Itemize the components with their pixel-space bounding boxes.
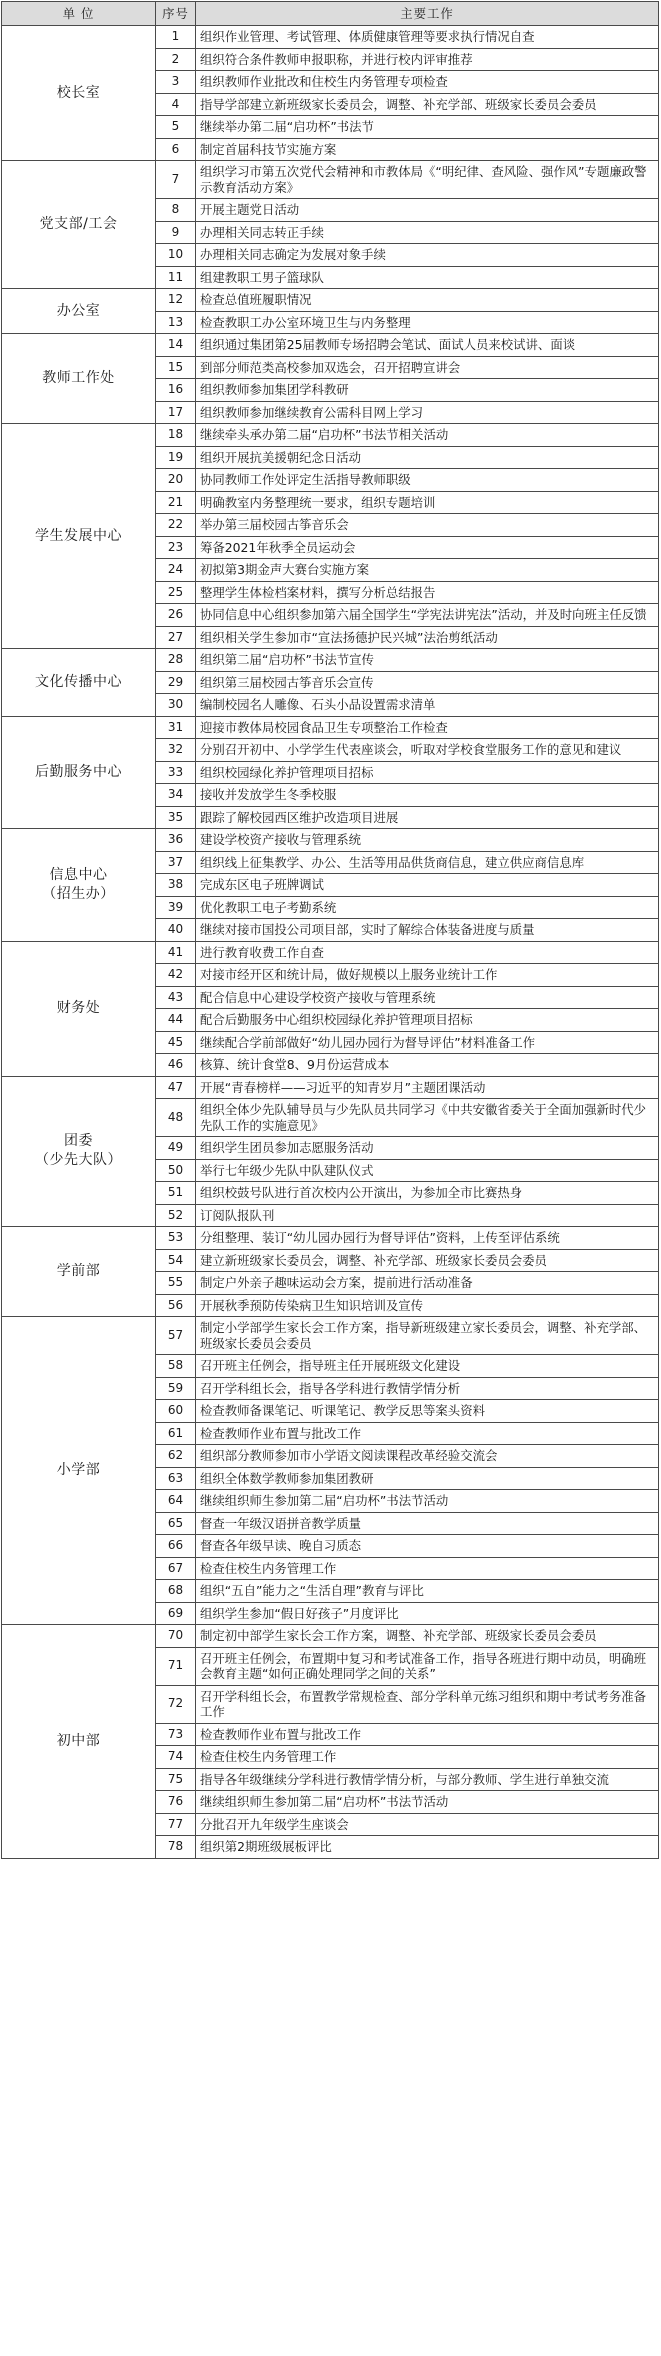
work-item: 开展“青春榜样——习近平的知青岁月”主题团课活动 (196, 1076, 659, 1099)
work-item: 协同信息中心组织参加第六届全国学生“学宪法讲宪法”活动，并及时向班主任反馈 (196, 604, 659, 627)
work-item: 组织学生团员参加志愿服务活动 (196, 1137, 659, 1160)
unit-name: 文化传播中心 (35, 673, 122, 690)
work-item: 接收并发放学生冬季校服 (196, 784, 659, 807)
unit-name: 校长室 (56, 84, 101, 101)
row-number: 47 (156, 1076, 196, 1099)
work-item: 组织校鼓号队进行首次校内公开演出，为参加全市比赛热身 (196, 1182, 659, 1205)
row-number: 60 (156, 1400, 196, 1423)
row-number: 72 (156, 1685, 196, 1723)
work-item: 组织作业管理、考试管理、体质健康管理等要求执行情况自查 (196, 26, 659, 49)
work-item: 督查一年级汉语拼音教学质量 (196, 1512, 659, 1535)
row-number: 38 (156, 874, 196, 897)
work-item: 组织第三届校园古筝音乐会宣传 (196, 671, 659, 694)
work-item: 优化教职工电子考勤系统 (196, 896, 659, 919)
work-item: 组织相关学生参加市“宣法扬德护民兴城”法治剪纸活动 (196, 626, 659, 649)
row-number: 64 (156, 1490, 196, 1513)
unit-cell (2, 1227, 156, 1317)
row-number: 35 (156, 806, 196, 829)
row-number: 31 (156, 716, 196, 739)
work-item: 组织线上征集教学、办公、生活等用品供货商信息，建立供应商信息库 (196, 851, 659, 874)
work-item: 召开学科组长会，布置教学常规检查、部分学科单元练习组织和期中考试考务准备工作 (196, 1685, 659, 1723)
work-item: 继续组织师生参加第二届“启功杯”书法节活动 (196, 1490, 659, 1513)
row-number: 20 (156, 469, 196, 492)
work-item: 继续配合学前部做好“幼儿园办园行为督导评估”材料准备工作 (196, 1031, 659, 1054)
row-number: 8 (156, 199, 196, 222)
work-item: 对接市经开区和统计局，做好规模以上服务业统计工作 (196, 964, 659, 987)
table-row (2, 649, 659, 672)
row-number: 23 (156, 536, 196, 559)
unit-cell (2, 334, 156, 424)
row-number: 29 (156, 671, 196, 694)
work-item: 跟踪了解校园西区维护改造项目进展 (196, 806, 659, 829)
work-item: 开展秋季预防传染病卫生知识培训及宣传 (196, 1294, 659, 1317)
row-number: 10 (156, 244, 196, 267)
table-body (2, 26, 659, 1859)
row-number: 66 (156, 1535, 196, 1558)
header-work: 主要工作 (196, 2, 659, 26)
row-number: 6 (156, 138, 196, 161)
table-row (2, 829, 659, 852)
row-number: 69 (156, 1602, 196, 1625)
unit-cell (2, 649, 156, 717)
row-number: 9 (156, 221, 196, 244)
work-item: 组织校园绿化养护管理项目招标 (196, 761, 659, 784)
row-number: 1 (156, 26, 196, 49)
row-number: 25 (156, 581, 196, 604)
row-number: 57 (156, 1317, 196, 1355)
unit-cell (2, 829, 156, 942)
work-item: 制定户外亲子趣味运动会方案，提前进行活动准备 (196, 1272, 659, 1295)
work-item: 继续对接市国投公司项目部，实时了解综合体装备进度与质量 (196, 919, 659, 942)
row-number: 16 (156, 379, 196, 402)
row-number: 53 (156, 1227, 196, 1250)
work-item: 建立新班级家长委员会，调整、补充学部、班级家长委员会委员 (196, 1249, 659, 1272)
work-item: 初拟第3期金声大赛台实施方案 (196, 559, 659, 582)
work-item: 协同教师工作处评定生活指导教师职级 (196, 469, 659, 492)
work-item: 核算、统计食堂8、9月份运营成本 (196, 1054, 659, 1077)
row-number: 75 (156, 1768, 196, 1791)
row-number: 65 (156, 1512, 196, 1535)
unit-cell (2, 941, 156, 1076)
row-number: 32 (156, 739, 196, 762)
work-item: 组织第二届“启功杯”书法节宣传 (196, 649, 659, 672)
table-header (2, 2, 659, 26)
work-item: 配合后勤服务中心组织校园绿化养护管理项目招标 (196, 1009, 659, 1032)
row-number: 18 (156, 424, 196, 447)
work-item: 召开班主任例会，指导班主任开展班级文化建设 (196, 1355, 659, 1378)
unit-cell (2, 1076, 156, 1227)
work-item: 检查教师作业布置与批改工作 (196, 1723, 659, 1746)
row-number: 7 (156, 161, 196, 199)
work-item: 办理相关同志转正手续 (196, 221, 659, 244)
row-number: 44 (156, 1009, 196, 1032)
work-item: 举办第三届校园古筝音乐会 (196, 514, 659, 537)
row-number: 19 (156, 446, 196, 469)
row-number: 50 (156, 1159, 196, 1182)
row-number: 58 (156, 1355, 196, 1378)
row-number: 71 (156, 1647, 196, 1685)
row-number: 30 (156, 694, 196, 717)
work-item: 开展主题党日活动 (196, 199, 659, 222)
work-item: 编制校园名人雕像、石头小品设置需求清单 (196, 694, 659, 717)
row-number: 46 (156, 1054, 196, 1077)
work-item: 分组整理、装订“幼儿园办园行为督导评估”资料，上传至评估系统 (196, 1227, 659, 1250)
table-row (2, 1227, 659, 1250)
work-item: 督查各年级早读、晚自习质态 (196, 1535, 659, 1558)
work-item: 组织教师参加集团学科教研 (196, 379, 659, 402)
unit-name: 财务处 (56, 1000, 101, 1016)
work-item: 组建教职工男子篮球队 (196, 266, 659, 289)
unit-name: 后勤服务中心 (35, 763, 122, 780)
row-number: 41 (156, 941, 196, 964)
row-number: 59 (156, 1377, 196, 1400)
work-item: 制定小学部学生家长会工作方案，指导新班级建立家长委员会，调整、补充学部、班级家长委员会委员 (196, 1317, 659, 1355)
row-number: 56 (156, 1294, 196, 1317)
work-item: 组织全体数学教师参加集团教研 (196, 1467, 659, 1490)
work-item: 组织符合条件教师申报职称，并进行校内评审推荐 (196, 48, 659, 71)
work-item: 制定初中部学生家长会工作方案，调整、补充学部、班级家长委员会委员 (196, 1625, 659, 1648)
work-item: 配合信息中心建设学校资产接收与管理系统 (196, 986, 659, 1009)
work-item: 继续举办第二届“启功杯”书法节 (196, 116, 659, 139)
work-item: 进行教育收费工作自查 (196, 941, 659, 964)
table-row (2, 26, 659, 49)
row-number: 78 (156, 1836, 196, 1859)
table-row (2, 1317, 659, 1355)
work-plan-sheet (1, 1, 658, 1859)
table-row (2, 161, 659, 199)
unit-cell (2, 161, 156, 289)
work-item: 检查教师备课笔记、听课笔记、教学反思等案头资料 (196, 1400, 659, 1423)
work-item: 筹备2021年秋季全员运动会 (196, 536, 659, 559)
unit-name: 团委 （少先大队） (35, 1133, 122, 1169)
row-number: 27 (156, 626, 196, 649)
row-number: 37 (156, 851, 196, 874)
unit-name: 小学部 (56, 1462, 101, 1478)
header-row (2, 2, 659, 26)
header-no: 序号 (156, 2, 196, 26)
work-item: 迎接市教体局校园食品卫生专项整治工作检查 (196, 716, 659, 739)
header-unit: 单 位 (2, 2, 156, 26)
row-number: 70 (156, 1625, 196, 1648)
work-item: 召开班主任例会，布置期中复习和考试准备工作，指导各班进行期中动员，明确班会教育主题“如何正确处理同学之间的关系” (196, 1647, 659, 1685)
row-number: 14 (156, 334, 196, 357)
row-number: 22 (156, 514, 196, 537)
work-item: 组织部分教师参加市小学语文阅读课程改革经验交流会 (196, 1445, 659, 1468)
row-number: 74 (156, 1746, 196, 1769)
row-number: 28 (156, 649, 196, 672)
unit-name: 教师工作处 (42, 370, 115, 386)
row-number: 13 (156, 311, 196, 334)
work-plan-table (1, 1, 659, 1859)
row-number: 5 (156, 116, 196, 139)
unit-cell (2, 26, 156, 161)
row-number: 17 (156, 401, 196, 424)
work-item: 完成东区电子班牌调试 (196, 874, 659, 897)
unit-cell (2, 1625, 156, 1859)
work-item: 制定首届科技节实施方案 (196, 138, 659, 161)
table-row (2, 1076, 659, 1099)
unit-cell (2, 424, 156, 649)
row-number: 51 (156, 1182, 196, 1205)
work-item: 到部分师范类高校参加双选会，召开招聘宣讲会 (196, 356, 659, 379)
table-row (2, 334, 659, 357)
work-item: 指导各年级继续分学科进行教情学情分析，与部分教师、学生进行单独交流 (196, 1768, 659, 1791)
row-number: 24 (156, 559, 196, 582)
row-number: 54 (156, 1249, 196, 1272)
row-number: 40 (156, 919, 196, 942)
unit-cell (2, 716, 156, 829)
row-number: 52 (156, 1204, 196, 1227)
work-item: 组织全体少先队辅导员与少先队员共同学习《中共安徽省委关于全面加强新时代少先队工作的实施意见》 (196, 1099, 659, 1137)
row-number: 62 (156, 1445, 196, 1468)
row-number: 33 (156, 761, 196, 784)
row-number: 2 (156, 48, 196, 71)
work-item: 分批召开九年级学生座谈会 (196, 1813, 659, 1836)
unit-name: 党支部/工会 (39, 216, 118, 232)
row-number: 11 (156, 266, 196, 289)
work-item: 继续牵头承办第二届“启功杯”书法节相关活动 (196, 424, 659, 447)
row-number: 43 (156, 986, 196, 1009)
row-number: 39 (156, 896, 196, 919)
table-row (2, 424, 659, 447)
row-number: 67 (156, 1557, 196, 1580)
row-number: 12 (156, 289, 196, 312)
work-item: 明确教室内务整理统一要求，组织专题培训 (196, 491, 659, 514)
work-item: 检查总值班履职情况 (196, 289, 659, 312)
row-number: 34 (156, 784, 196, 807)
row-number: 61 (156, 1422, 196, 1445)
row-number: 68 (156, 1580, 196, 1603)
row-number: 45 (156, 1031, 196, 1054)
work-item: 办理相关同志确定为发展对象手续 (196, 244, 659, 267)
work-item: 检查教职工办公室环境卫生与内务整理 (196, 311, 659, 334)
work-item: 组织通过集团第25届教师专场招聘会笔试、面试人员来校试讲、面谈 (196, 334, 659, 357)
row-number: 15 (156, 356, 196, 379)
row-number: 77 (156, 1813, 196, 1836)
row-number: 48 (156, 1099, 196, 1137)
table-row (2, 941, 659, 964)
table-row (2, 716, 659, 739)
unit-cell (2, 289, 156, 334)
work-item: 检查教师作业布置与批改工作 (196, 1422, 659, 1445)
row-number: 21 (156, 491, 196, 514)
unit-name: 办公室 (56, 302, 101, 319)
work-item: 整理学生体检档案材料，撰写分析总结报告 (196, 581, 659, 604)
work-item: 组织学习市第五次党代会精神和市教体局《“明纪律、查风险、强作风”专题廉政警示教育活动方案》 (196, 161, 659, 199)
row-number: 42 (156, 964, 196, 987)
work-item: 订阅队报队刊 (196, 1204, 659, 1227)
unit-name: 初中部 (56, 1732, 101, 1749)
row-number: 26 (156, 604, 196, 627)
row-number: 3 (156, 71, 196, 94)
work-item: 组织“五自”能力之“生活自理”教育与评比 (196, 1580, 659, 1603)
row-number: 49 (156, 1137, 196, 1160)
work-item: 建设学校资产接收与管理系统 (196, 829, 659, 852)
row-number: 63 (156, 1467, 196, 1490)
row-number: 36 (156, 829, 196, 852)
work-item: 分别召开初中、小学学生代表座谈会，听取对学校食堂服务工作的意见和建议 (196, 739, 659, 762)
work-item: 组织学生参加“假日好孩子”月度评比 (196, 1602, 659, 1625)
work-item: 组织教师作业批改和住校生内务管理专项检查 (196, 71, 659, 94)
table-row (2, 1625, 659, 1648)
work-item: 举行七年级少先队中队建队仪式 (196, 1159, 659, 1182)
row-number: 55 (156, 1272, 196, 1295)
work-item: 组织教师参加继续教育公需科目网上学习 (196, 401, 659, 424)
work-item: 继续组织师生参加第二届“启功杯”书法节活动 (196, 1791, 659, 1814)
unit-name: 学生发展中心 (35, 527, 122, 544)
row-number: 76 (156, 1791, 196, 1814)
work-item: 召开学科组长会，指导各学科进行教情学情分析 (196, 1377, 659, 1400)
unit-name: 信息中心 （招生办） (42, 866, 115, 902)
work-item: 指导学部建立新班级家长委员会，调整、补充学部、班级家长委员会委员 (196, 93, 659, 116)
unit-cell (2, 1317, 156, 1625)
row-number: 4 (156, 93, 196, 116)
row-number: 73 (156, 1723, 196, 1746)
work-item: 组织开展抗美援朝纪念日活动 (196, 446, 659, 469)
work-item: 检查住校生内务管理工作 (196, 1557, 659, 1580)
work-item: 组织第2期班级展板评比 (196, 1836, 659, 1859)
unit-name: 学前部 (56, 1263, 101, 1279)
table-row (2, 289, 659, 312)
work-item: 检查住校生内务管理工作 (196, 1746, 659, 1769)
